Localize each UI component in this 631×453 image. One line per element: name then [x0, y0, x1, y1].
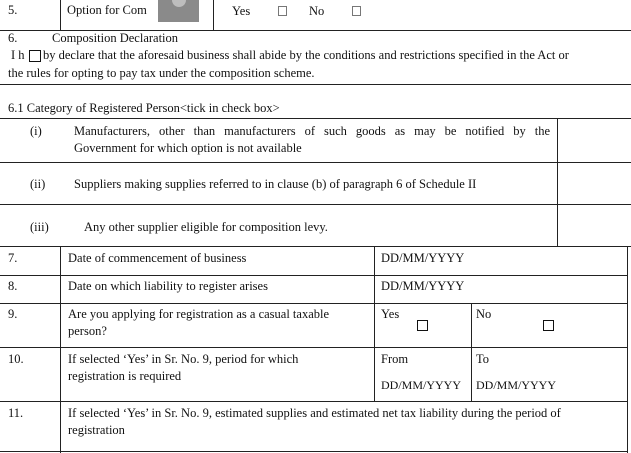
liability-date-field[interactable]: DD/MM/YYYY	[381, 279, 465, 293]
row-7-bottom-border	[0, 275, 628, 276]
declaration-prefix: I h	[11, 48, 25, 62]
row-10-label-line-1: If selected ‘Yes’ in Sr. No. 9, period for which	[68, 352, 299, 366]
period-from-date-field[interactable]: DD/MM/YYYY	[381, 378, 462, 392]
declaration-text-line-2: the rules for opting to pay tax under the composition scheme.	[8, 66, 315, 80]
row-5-label: Option for Com	[67, 3, 147, 17]
row-5-divider-2	[213, 0, 214, 30]
lower-table-right-border	[627, 246, 628, 453]
row-7-label: Date of commencement of business	[68, 251, 247, 265]
row-5-no-label: No	[309, 4, 325, 18]
category-item-text-line-1: Any other supplier eligible for composition levy.	[84, 220, 328, 234]
row-5-no-checkbox[interactable]	[352, 6, 361, 16]
category-item-iii-border	[0, 246, 631, 247]
row-5-divider	[60, 0, 61, 30]
row-10-number: 10.	[8, 352, 24, 366]
commencement-date-field[interactable]: DD/MM/YYYY	[381, 251, 465, 265]
category-item-marker: (iii)	[30, 220, 49, 234]
row-5-yes-checkbox[interactable]	[278, 6, 287, 16]
section-6-1-heading: 6.1 Category of Registered Person<tick in check box>	[8, 101, 280, 115]
category-item-ii-checkbox-cell[interactable]	[558, 163, 630, 204]
category-item-marker: (ii)	[30, 177, 46, 191]
row-5-number: 5.	[8, 3, 18, 17]
row-9-bottom-border	[0, 347, 628, 348]
lower-table-value-column-divider	[374, 246, 375, 401]
category-item-i-border	[0, 162, 631, 163]
declaration-checkbox[interactable]	[29, 50, 41, 62]
lower-table-split-column-divider	[471, 303, 472, 401]
lower-table-number-column-divider	[60, 246, 61, 453]
casual-yes-checkbox[interactable]	[417, 320, 428, 331]
period-to-label: To	[476, 352, 490, 366]
row-6-number: 6.	[8, 31, 18, 45]
row-8-number: 8.	[8, 279, 18, 293]
row-8-label: Date on which liability to register arises	[68, 279, 268, 293]
row-5-yes-label: Yes	[232, 4, 251, 18]
category-item-text-line-2: Government for which option is not available	[74, 141, 302, 155]
casual-yes-label: Yes	[381, 307, 400, 321]
row-9-number: 9.	[8, 307, 18, 321]
category-item-iii-checkbox-cell[interactable]	[558, 205, 630, 246]
row-10-label-line-2: registration is required	[68, 369, 182, 383]
section-6-1-heading-border	[0, 118, 631, 119]
category-item-marker: (i)	[30, 124, 42, 138]
row-9-label-line-1: Are you applying for registration as a casual taxable	[68, 307, 330, 321]
row-11-bottom-border	[0, 451, 628, 452]
row-7-number: 7.	[8, 251, 18, 265]
row-11-number: 11.	[8, 406, 24, 420]
casual-no-checkbox[interactable]	[543, 320, 554, 331]
casual-no-label: No	[476, 307, 492, 321]
row-10-bottom-border	[0, 401, 628, 402]
period-from-label: From	[381, 352, 409, 366]
category-item-ii-border	[0, 204, 631, 205]
category-item-text-line-1: Suppliers making supplies referred to in clause (b) of paragraph 6 of Schedule II	[74, 177, 477, 191]
row-9-label-line-2: person?	[68, 324, 107, 338]
period-to-date-field[interactable]: DD/MM/YYYY	[476, 378, 557, 392]
row-6-bottom-border	[0, 84, 631, 85]
row-11-label-line-2: registration	[68, 423, 125, 437]
category-item-i-checkbox-cell[interactable]	[558, 119, 630, 162]
row-8-bottom-border	[0, 303, 628, 304]
category-item-text-line-1: Manufacturers, other than manufacturers of such goods as may be notified by the	[74, 124, 550, 138]
declaration-text-line-1: by declare that the aforesaid business shall abide by the conditions and restrictions specified in the Act or	[43, 48, 569, 62]
row-6-heading: Composition Declaration	[52, 31, 179, 45]
row-11-label-line-1: If selected ‘Yes’ in Sr. No. 9, estimated supplies and estimated net tax liability during the period of	[68, 406, 561, 420]
